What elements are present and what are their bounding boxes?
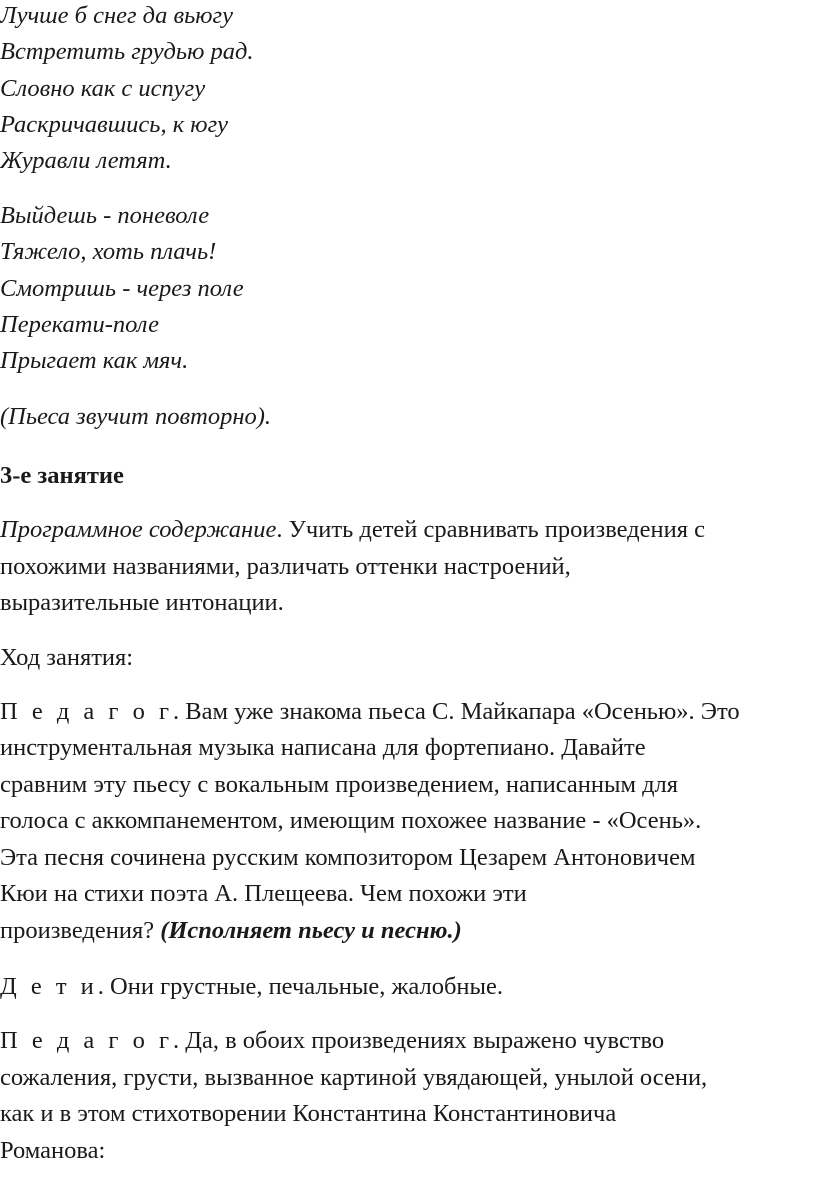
teacher-line	[0, 1029, 664, 1054]
poem-line: Лучше б снег да вьюгу	[0, 2, 233, 29]
course-label: Ход занятия:	[0, 644, 134, 671]
teacher-line	[0, 700, 740, 725]
teacher-line: Кюи на стихи поэта А. Плещеева. Чем похожи эти	[0, 880, 527, 907]
program-label: Программное содержание	[0, 516, 277, 543]
program-text: . Учить детей сравнивать произведения с	[276, 516, 706, 543]
speaker-teacher: П е д а г о г	[0, 698, 174, 725]
teacher-line: голоса с аккомпанементом, имеющим похожее название - «Осень».	[0, 807, 702, 834]
teacher-line: сравним эту пьесу с вокальным произведением, написанным для	[0, 771, 679, 798]
speaker-teacher: П е д а г о г	[0, 1027, 174, 1054]
poem-line: Смотришь - через поле	[0, 275, 244, 302]
poem-line: Прыгает как мяч.	[0, 347, 189, 374]
poem-line: Словно как с испугу	[0, 75, 206, 102]
poem-line: Раскричавшись, к югу	[0, 111, 229, 138]
teacher-line: сожаления, грусти, вызванное картиной увядающей, унылой осени,	[0, 1064, 708, 1091]
teacher-text: произведения?	[0, 917, 161, 944]
children-text: . Они грустные, печальные, жалобные.	[97, 973, 503, 1000]
poem-line: Тяжело, хоть плачь!	[0, 238, 217, 265]
poem-line: Перекати-поле	[0, 311, 159, 338]
teacher-text: . Вам уже знакома пьеса С. Майкапара «Осенью». Это	[173, 698, 740, 725]
program-line: выразительные интонации.	[0, 589, 284, 616]
teacher-line: инструментальная музыка написана для фортепиано. Давайте	[0, 734, 646, 761]
poem-line: Журавли летят.	[0, 147, 172, 174]
teacher-text: . Да, в обоих произведениях выражено чувство	[173, 1027, 665, 1054]
performance-note: (Исполняет пьесу и песню.)	[160, 917, 462, 944]
program-line	[0, 518, 705, 543]
children-line	[0, 975, 503, 1000]
program-line: похожими названиями, различать оттенки настроений,	[0, 553, 571, 580]
teacher-line: Эта песня сочинена русским композитором Цезарем Антоновичем	[0, 844, 696, 871]
teacher-line: Романова:	[0, 1137, 106, 1164]
poem-line: Встретить грудью рад.	[0, 38, 254, 65]
poem-line: Выйдешь - поневоле	[0, 202, 210, 229]
teacher-line: как и в этом стихотворении Константина Константиновича	[0, 1100, 617, 1127]
teacher-line	[0, 919, 462, 944]
stage-note: (Пьеса звучит повторно).	[0, 403, 272, 430]
section-heading: 3-е занятие	[0, 462, 124, 489]
speaker-children: Д е т и	[0, 973, 98, 1000]
